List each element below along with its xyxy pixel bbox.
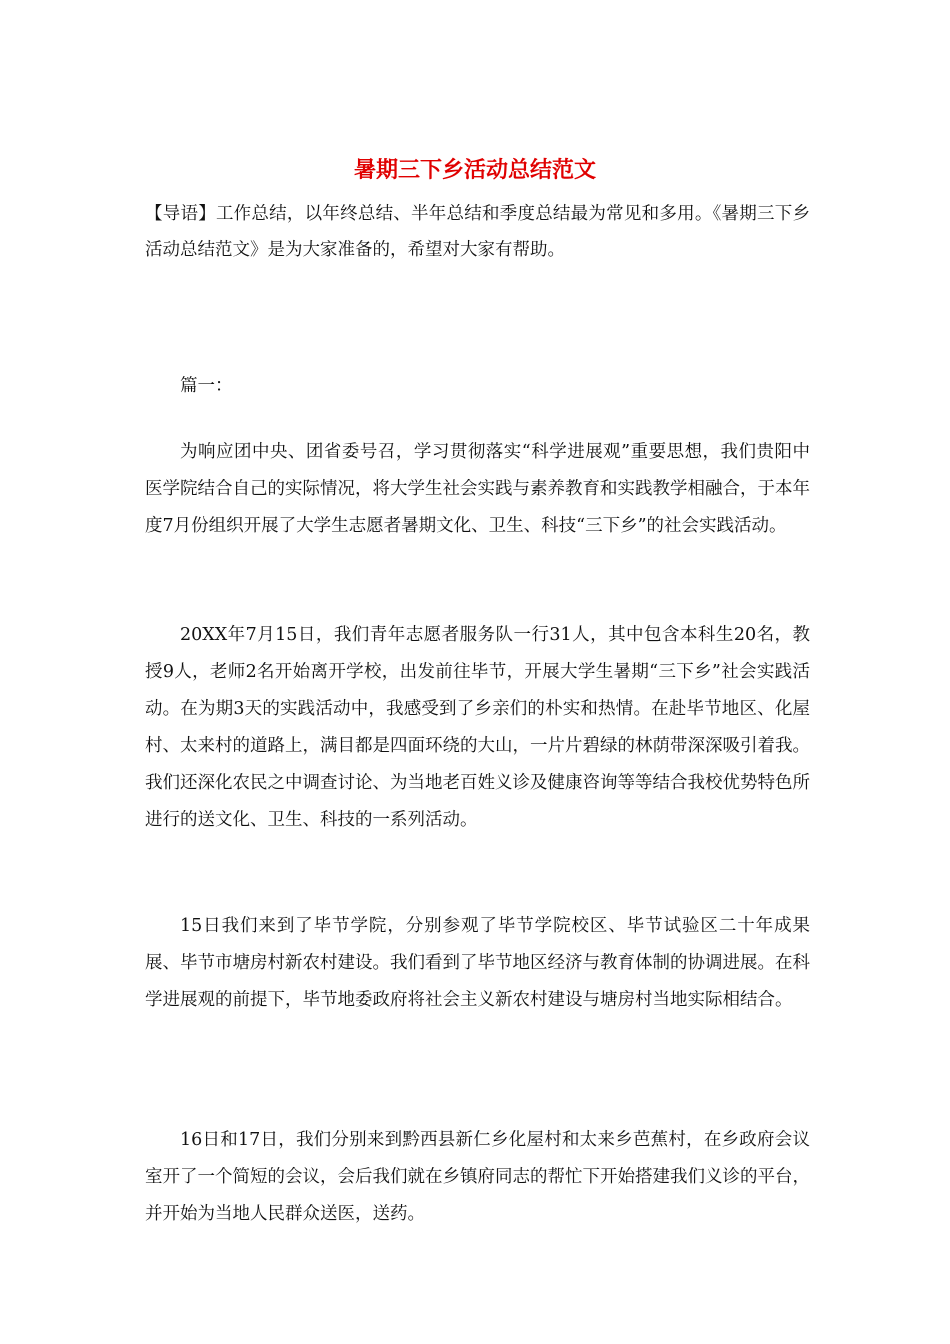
section-label: 篇一：: [180, 376, 233, 396]
body-paragraph: 16日和17日，我们分别来到黔西县新仁乡化屋村和太来乡芭蕉村，在乡政府会议室开了一个简短的会议，会后我们就在乡镇府同志的帮忙下开始搭建我们义诊的平台，并开始为当地人民群众送医，送药。: [145, 1130, 810, 1224]
body-paragraph: 15日我们来到了毕节学院，分别参观了毕节学院校区、毕节试验区二十年成果展、毕节市塘房村新农村建设。我们看到了毕节地区经济与教育体制的协调进展。在科学进展观的前提下，毕节地委政府将社会主义新农村建设与塘房村当地实际相结合。: [145, 916, 810, 1010]
lead-paragraph: 【导语】工作总结，以年终总结、半年总结和季度总结最为常见和多用。《暑期三下乡活动总结范文》是为大家准备的，希望对大家有帮助。: [145, 204, 810, 260]
body-paragraph: 为响应团中央、团省委号召，学习贯彻落实“科学进展观”重要思想，我们贵阳中医学院结合自己的实际情况，将大学生社会实践与素养教育和实践教学相融合，于本年度7月份组织开展了大学生志愿者暑期文化、卫生、科技“三下乡”的社会实践活动。: [145, 442, 810, 536]
body-paragraph: 20XX年7月15日，我们青年志愿者服务队一行31人，其中包含本科生20名，教授9人，老师2名开始离开学校，出发前往毕节，开展大学生暑期“三下乡”社会实践活动。在为期3天的实践活动中，我感受到了乡亲们的朴实和热情。在赴毕节地区、化屋村、太来村的道路上，满目都是四面环绕的大山，一片片碧绿的林荫带深深吸引着我。我们还深化农民之中调查讨论、为当地老百姓义诊及健康咨询等等结合我校优势特色所进行的送文化、卫生、科技的一系列活动。: [145, 625, 810, 830]
document-title: 暑期三下乡活动总结范文: [353, 157, 596, 183]
